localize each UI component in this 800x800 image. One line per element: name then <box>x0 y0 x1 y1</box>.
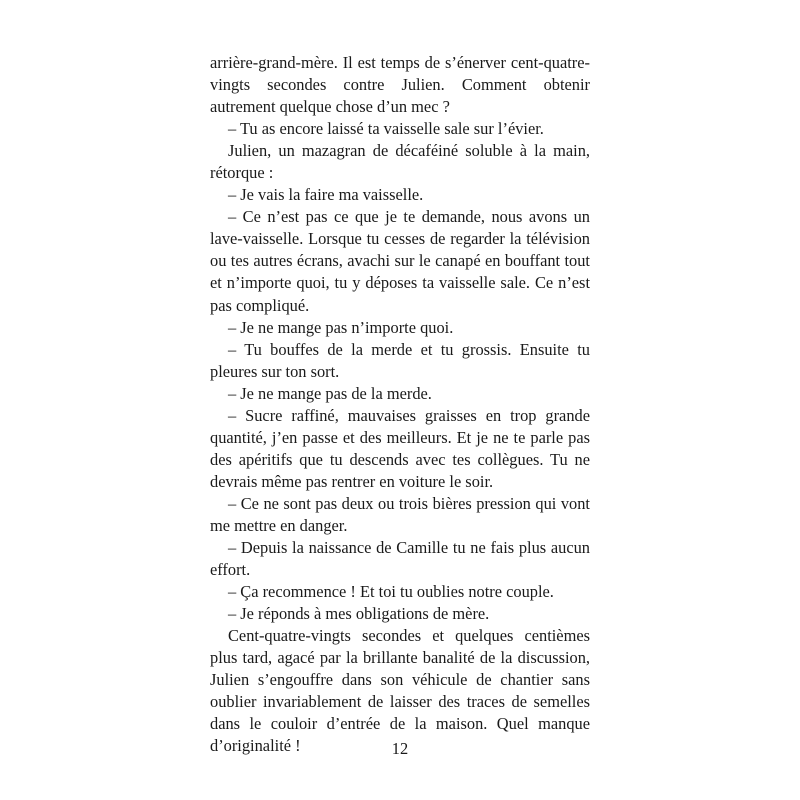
paragraph-13: – Je réponds à mes obligations de mère. <box>228 604 490 624</box>
page-number: 12 <box>391 739 409 758</box>
paragraph-14: Cent-quatre-vingts secondes et quelques centièmes plus tard, agacé par la brillante banalité de la discussion, Julien s’engouffre dans son véhicule de chantier sans oublier invariablement de laisser des traces de semelles dans le couloir d’entrée de la maison. Quel manque d’originalité ! <box>210 626 590 756</box>
paragraph-11: – Depuis la naissance de Camille tu ne fais plus aucun effort. <box>210 538 590 580</box>
paragraph-2: – Tu as encore laissé ta vaisselle sale sur l’évier. <box>228 119 544 139</box>
paragraph-10: – Ce ne sont pas deux ou trois bières pression qui vont me mettre en danger. <box>210 493 590 535</box>
page-body <box>210 52 590 758</box>
paragraph-12: – Ça recommence ! Et toi tu oublies notre couple. <box>228 582 554 602</box>
paragraph-9: – Sucre raffiné, mauvaises graisses en trop grande quantité, j’en passe et des meilleurs. Et je ne te parle pas des apéritifs que tu descends avec tes collègues. Tu ne devrais même pas rentrer en voiture le soir. <box>210 405 590 491</box>
paragraph-8: – Je ne mange pas de la merde. <box>228 383 432 403</box>
paragraph-7: – Tu bouffes de la merde et tu grossis. Ensuite tu pleures sur ton sort. <box>210 339 590 381</box>
paragraph-3: Julien, un mazagran de décaféiné soluble à la main, rétorque : <box>210 141 590 183</box>
paragraph-6: – Je ne mange pas n’importe quoi. <box>228 317 454 337</box>
paragraph-5: – Ce n’est pas ce que je te demande, nous avons un lave-vaisselle. Lorsque tu cesses de regarder la télévision ou tes autres écrans, avachi sur le canapé en bouffant tout et n’importe quoi, tu y déposes ta vaisselle sale. Ce n’est pas compliqué. <box>210 207 590 315</box>
paragraph-4: – Je vais la faire ma vaisselle. <box>228 185 424 205</box>
paragraph-1: arrière-grand-mère. Il est temps de s’énerver cent-quatre-vingts secondes contre Julien. Comment obtenir autrement quelque chose d’un mec ? <box>210 53 590 117</box>
